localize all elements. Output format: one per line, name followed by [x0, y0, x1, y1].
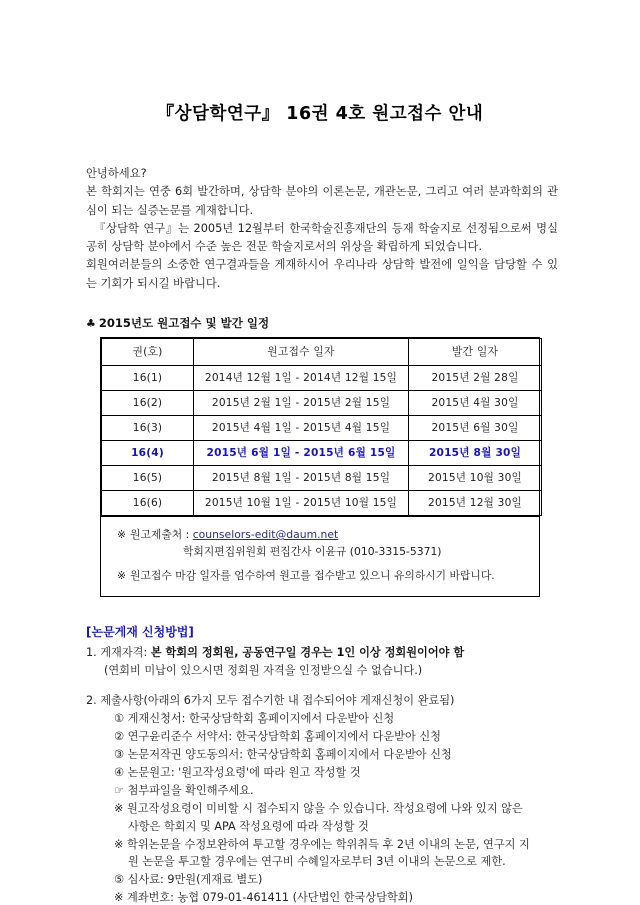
- clover-icon: ♣: [86, 317, 96, 331]
- apply-item-1-emphasis: 본 학회의 정회원, 공동연구일 경우는 1인 이상 정회원이어야 함: [150, 646, 465, 660]
- apply-note-b-line1: 학위논문을 수정보완하여 투고할 경우에는 학위취득 후 2년 이내의 논문, 연구지 지: [126, 837, 530, 851]
- cell-publication: 2015년 8월 30일: [409, 441, 542, 466]
- intro-paragraphs: [0, 125, 640, 293]
- apply-spacer: [86, 680, 570, 692]
- note-submission-address: [101, 527, 539, 544]
- note-editor-contact: 학회지편집위원회 편집간사 이윤규 (010-3315-5371): [183, 544, 442, 558]
- table-row: [102, 366, 542, 391]
- apply-attachment-note: [86, 782, 570, 800]
- cell-submission: 2014년 12월 1일 - 2014년 12월 15일: [194, 366, 409, 391]
- apply-note-a-line2: 사항은 학회지 및 APA 작성요령에 따라 작성할 것: [128, 819, 369, 833]
- apply-item-1-label: 1. 게재자격:: [86, 646, 148, 660]
- apply-subitem-5: ⑤ 심사료: 9만원(게재료 별도): [114, 873, 263, 887]
- cell-submission: 2015년 6월 1일 - 2015년 6월 15일: [194, 441, 409, 466]
- apply-section-body: [0, 644, 640, 905]
- note-submission-label: 원고제출처 :: [130, 528, 190, 542]
- pointing-hand-icon: ☞: [114, 783, 125, 797]
- apply-item-1: [86, 644, 570, 662]
- note-spacer: [101, 561, 539, 568]
- table-row: [102, 491, 542, 516]
- apply-item-2: 2. 제출사항(아래의 6가지 모두 접수기한 내 접수되어야 게재신청이 완료됨): [86, 694, 455, 708]
- note-deadline: [101, 568, 539, 585]
- apply-subitem-3: ③ 논문저작권 양도동의서: 한국상담학회 홈페이지에서 다운받아 신청: [114, 747, 452, 761]
- column-header-submission: 원고접수 일자: [194, 339, 409, 366]
- schedule-heading-label: 2015년도 원고접수 및 발간 일정: [98, 316, 270, 331]
- cell-volume: 16(6): [102, 491, 194, 516]
- cell-publication: 2015년 2월 28일: [409, 366, 542, 391]
- apply-item-1-sub: (연회비 미납이 있으시면 정회원 자격을 인정받으실 수 없습니다.): [104, 664, 423, 678]
- cell-submission: 2015년 4월 1일 - 2015년 4월 15일: [194, 416, 409, 441]
- table-row: [102, 466, 542, 491]
- intro-greeting: 안녕하세요?: [86, 167, 147, 180]
- intro-line-3: 『상담학 연구』는 2005년 12월부터 한국학술진흥재단의 등재 학술지로 선정됨으로써 명실공히 상담학 분야에서 수준 높은 전문 학술지로서의 위상을 확립하게 되었습니다.: [86, 221, 558, 254]
- cell-volume: 16(1): [102, 366, 194, 391]
- intro-line-4: 회원여러분들의 소중한 연구결과들을 게재하시어 우리나라 상담학 발전에 일익을 담당할 수 있는 기회가 되시길 바랍니다.: [86, 258, 558, 290]
- apply-note-a-line1: 원고작성요령이 미비할 시 접수되지 않을 수 있습니다. 작성요령에 나와 있지 않은: [126, 801, 523, 815]
- cell-volume: 16(5): [102, 466, 194, 491]
- cell-publication: 2015년 4월 30일: [409, 391, 542, 416]
- cell-volume: 16(3): [102, 416, 194, 441]
- apply-attachment-text: 첨부파일을 확인해주세요.: [127, 783, 254, 797]
- cell-publication: 2015년 10월 30일: [409, 466, 542, 491]
- apply-note-c-text: 계좌번호: 농협 079-01-461411 (사단법인 한국상담학회): [126, 891, 413, 905]
- note-deadline-text: 원고접수 마감 일자를 엄수하여 원고를 접수받고 있으니 유의하시기 바랍니다.: [130, 568, 495, 582]
- cell-volume: 16(4): [102, 441, 194, 466]
- email-link[interactable]: counselors-edit@daum.net: [192, 528, 339, 542]
- schedule-heading: [0, 293, 640, 337]
- asterisk-mark-icon: ※: [117, 528, 127, 542]
- table-notes: [101, 516, 539, 596]
- column-header-publication: 발간 일자: [409, 339, 542, 366]
- schedule-table: [101, 338, 542, 516]
- apply-note-a: [86, 800, 570, 818]
- apply-note-b: [86, 836, 570, 854]
- apply-subitem-2: ② 연구윤리준수 서약서: 한국상담학회 홈페이지에서 다운받아 신청: [114, 729, 441, 743]
- table-row: [102, 416, 542, 441]
- cell-submission: 2015년 2월 1일 - 2015년 2월 15일: [194, 391, 409, 416]
- cell-submission: 2015년 10월 1일 - 2015년 10월 15일: [194, 491, 409, 516]
- asterisk-mark-icon: ※: [114, 801, 124, 815]
- cell-submission: 2015년 8월 1일 - 2015년 8월 15일: [194, 466, 409, 491]
- apply-note-c: [86, 889, 570, 905]
- column-header-volume: 권(호): [102, 339, 194, 366]
- cell-publication: 2015년 12월 30일: [409, 491, 542, 516]
- asterisk-mark-icon: ※: [114, 837, 124, 851]
- apply-subitem-1: ① 게재신청서: 한국상담학회 홈페이지에서 다운받아 신청: [114, 712, 395, 726]
- intro-line-2: 본 학회지는 연중 6회 발간하며, 상담학 분야의 이론논문, 개관논문, 그리고 여러 분과학회의 관심이 되는 실증논문를 게재합니다.: [86, 185, 558, 217]
- table-row: [102, 391, 542, 416]
- cell-volume: 16(2): [102, 391, 194, 416]
- cell-publication: 2015년 6월 30일: [409, 416, 542, 441]
- apply-section-heading: [논문게재 신청방법]: [86, 625, 194, 640]
- apply-note-b-line2: 원 논문을 투고할 경우에는 연구비 수혜일자로부터 3년 이내의 논문으로 제한.: [128, 855, 506, 869]
- asterisk-mark-icon: ※: [117, 568, 127, 582]
- asterisk-mark-icon: ※: [114, 891, 124, 905]
- table-header-row: [102, 339, 542, 366]
- table-row-highlighted: [102, 441, 542, 466]
- schedule-table-block: [100, 337, 540, 597]
- apply-subitem-4: ④ 논문원고: '원고작성요령'에 따라 원고 작성할 것: [114, 765, 361, 779]
- page-title: 『상담학연구』 16권 4호 원고접수 안내: [156, 104, 484, 124]
